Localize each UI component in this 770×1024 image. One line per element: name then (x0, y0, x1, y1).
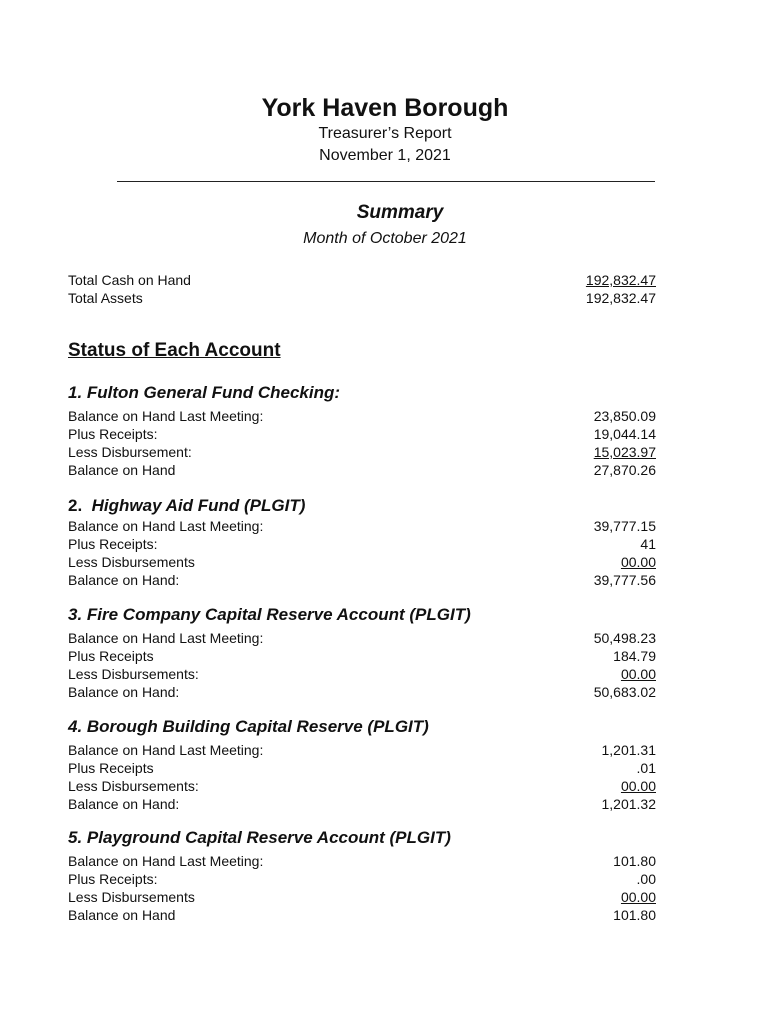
status-heading: Status of Each Account (68, 340, 281, 361)
account-2-row (68, 535, 656, 553)
account-5-heading: 5. Playground Capital Reserve Account (PLGIT) (68, 828, 451, 847)
row-label: Balance on Hand Last Meeting: (68, 630, 264, 646)
account-1-row (68, 443, 656, 461)
row-label: Less Disbursements: (68, 666, 199, 682)
row-value: 23,850.09 (593, 408, 656, 424)
account-5-row (68, 906, 656, 924)
row-value: 50,683.02 (593, 684, 656, 700)
summary-row-total-cash (68, 271, 656, 289)
row-value: 101.80 (613, 907, 656, 923)
account-1-row (68, 407, 656, 425)
row-label: Total Cash on Hand (68, 272, 191, 288)
row-value: 27,870.26 (593, 462, 656, 478)
row-value: 50,498.23 (593, 630, 656, 646)
row-value: 15,023.97 (593, 444, 656, 460)
account-4-row (68, 741, 656, 759)
row-label: Balance on Hand: (68, 572, 180, 588)
row-value: 184.79 (613, 648, 656, 664)
account-2-row (68, 553, 656, 571)
row-label: Less Disbursements: (68, 778, 199, 794)
account-2-row (68, 517, 656, 535)
row-value: 1,201.31 (601, 742, 656, 758)
account-4-row (68, 759, 656, 777)
report-title: York Haven Borough (261, 94, 509, 122)
account-4-row (68, 777, 656, 795)
row-label: Balance on Hand: (68, 796, 180, 812)
account-2-number: 2. (68, 496, 83, 515)
row-value: 00.00 (620, 778, 656, 794)
account-4-heading: 4. Borough Building Capital Reserve (PLGIT) (68, 717, 429, 736)
row-label: Less Disbursements (68, 889, 195, 905)
row-label: Balance on Hand Last Meeting: (68, 853, 264, 869)
summary-title: Summary (356, 202, 444, 223)
row-value: 41 (640, 536, 656, 552)
account-4-row (68, 795, 656, 813)
row-value: .01 (636, 760, 656, 776)
row-label: Less Disbursements (68, 554, 195, 570)
report-date: November 1, 2021 (319, 147, 451, 164)
row-value: 00.00 (620, 554, 656, 570)
row-value: 00.00 (620, 666, 656, 682)
account-3-row (68, 647, 656, 665)
row-value: 192,832.47 (585, 272, 656, 288)
row-value: 39,777.56 (593, 572, 656, 588)
account-3-row (68, 683, 656, 701)
summary-period: Month of October 2021 (303, 230, 467, 247)
row-label: Plus Receipts: (68, 536, 158, 552)
account-1-row (68, 425, 656, 443)
report-subtitle: Treasurer’s Report (318, 125, 452, 142)
row-label: Balance on Hand Last Meeting: (68, 742, 264, 758)
header-divider (117, 181, 655, 182)
account-1-heading: 1. Fulton General Fund Checking: (68, 383, 341, 402)
row-value: .00 (636, 871, 656, 887)
row-value: 1,201.32 (601, 796, 656, 812)
row-value: 101.80 (613, 853, 656, 869)
account-3-row (68, 665, 656, 683)
account-1-row (68, 461, 656, 479)
row-label: Balance on Hand: (68, 684, 180, 700)
row-label: Total Assets (68, 290, 143, 306)
row-label: Plus Receipts (68, 648, 154, 664)
row-label: Balance on Hand (68, 462, 176, 478)
row-value: 19,044.14 (593, 426, 656, 442)
row-label: Less Disbursement: (68, 444, 192, 460)
account-2-title: Highway Aid Fund (PLGIT) (91, 496, 306, 515)
row-value: 192,832.47 (585, 290, 656, 306)
summary-row-total-assets (68, 289, 656, 307)
account-2-row (68, 571, 656, 589)
account-5-row (68, 870, 656, 888)
row-value: 39,777.15 (593, 518, 656, 534)
account-3-heading: 3. Fire Company Capital Reserve Account (PLGIT) (68, 605, 471, 624)
account-5-row (68, 888, 656, 906)
account-2-heading (68, 495, 305, 517)
row-label: Plus Receipts: (68, 426, 158, 442)
row-label: Plus Receipts: (68, 871, 158, 887)
account-3-row (68, 629, 656, 647)
row-label: Balance on Hand Last Meeting: (68, 408, 264, 424)
row-label: Balance on Hand (68, 907, 176, 923)
row-value: 00.00 (620, 889, 656, 905)
row-label: Balance on Hand Last Meeting: (68, 518, 264, 534)
row-label: Plus Receipts (68, 760, 154, 776)
account-5-row (68, 852, 656, 870)
